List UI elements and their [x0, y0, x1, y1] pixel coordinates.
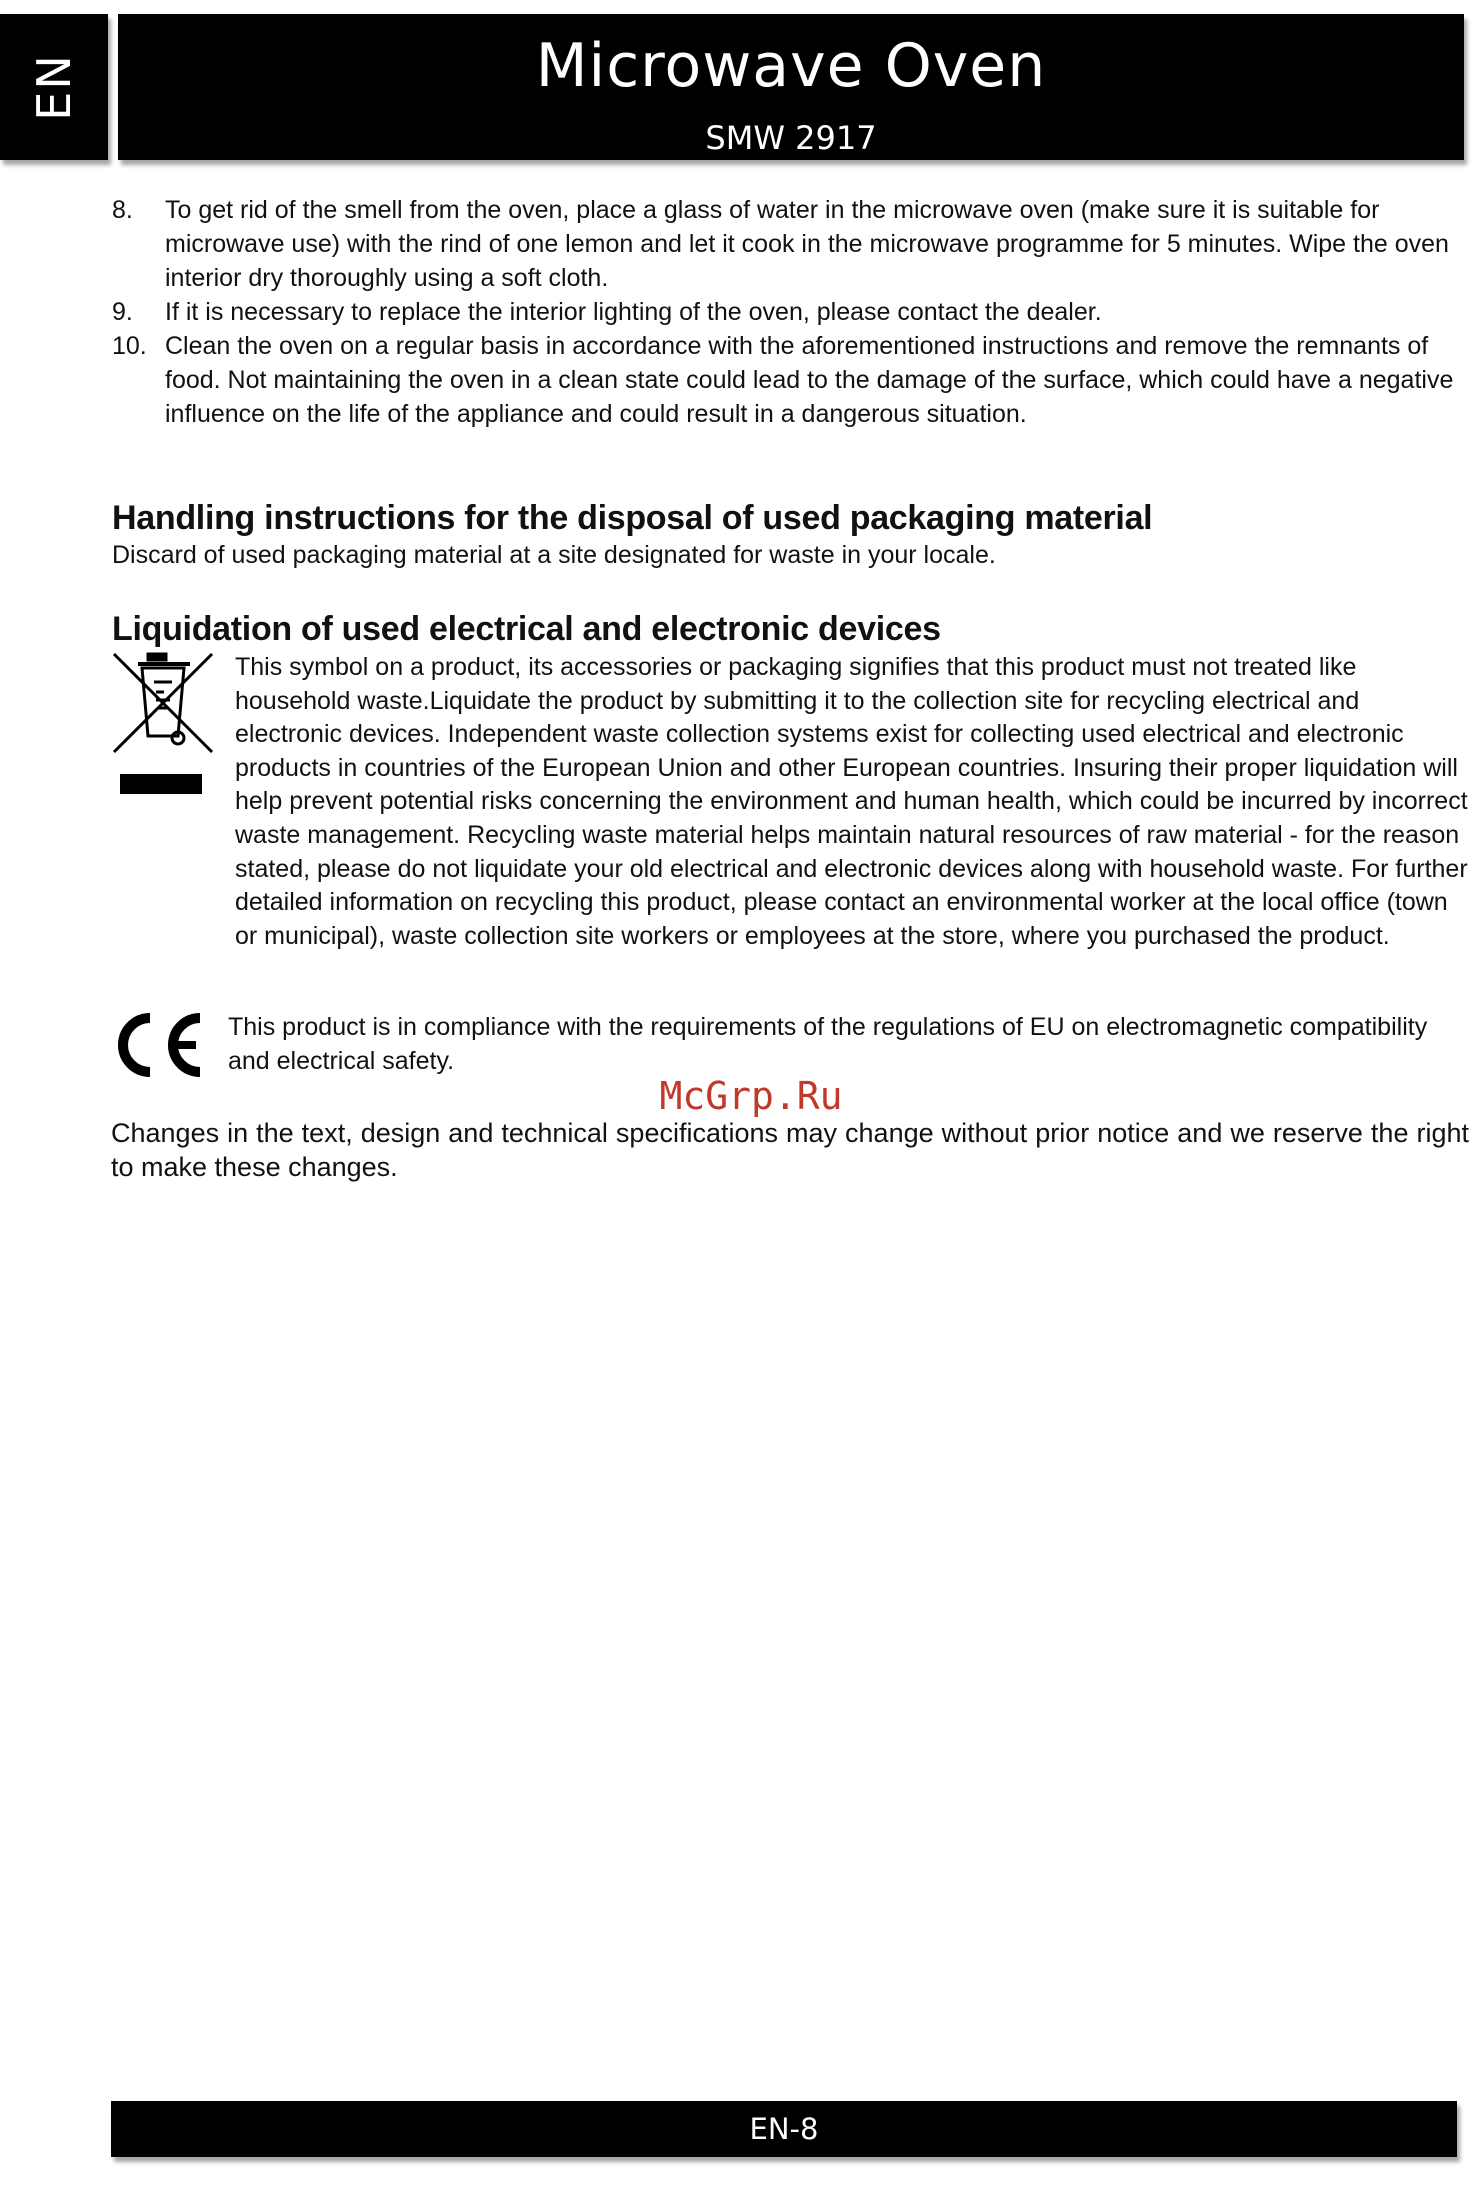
list-item-number: 10. [112, 332, 147, 360]
page-number: EN-8 [749, 2112, 819, 2146]
list-item-number: 9. [112, 298, 133, 326]
liquidation-section [112, 609, 1468, 649]
page-header [118, 14, 1464, 160]
list-item [112, 329, 1465, 431]
packaging-heading: Handling instructions for the disposal of used packaging material [112, 499, 1153, 537]
changes-notice: Changes in the text, design and technical specifications may change without prior notice and we reserve the right to make these changes. [111, 1118, 1469, 1182]
cleaning-instructions-list [112, 193, 1468, 431]
weee-crossed-bin-icon [112, 652, 214, 798]
list-item-text: If it is necessary to replace the interior lighting of the oven, please contact the dealer. [165, 298, 1102, 326]
model-number: SMW 2917 [705, 119, 877, 157]
watermark: McGrp.Ru [659, 1074, 843, 1118]
ce-mark-icon [112, 1010, 206, 1080]
packaging-text: Discard of used packaging material at a site designated for waste in your locale. [112, 541, 996, 569]
page-footer [111, 2101, 1457, 2157]
language-tab-label: EN [27, 53, 81, 121]
weee-text: This symbol on a product, its accessories or packaging signifies that this product must not treated like household waste.Liquidate the product by submitting it to the collection site for recycling electrical and electronic devices. Independent waste collection systems exist for collecting used electrical and electronic products in countries of the European Union and other European countries. Insuring their proper liquidation will help prevent potential risks concerning the environment and human health, which could be incurred by incorrect waste management. Recycling waste material helps maintain natural resources of raw material - for the reason stated, please do not liquidate your old electrical and electronic devices along with household waste. For further detailed information on recycling this product, please contact an environmental worker at the local office (town or municipal), waste collection site workers or employees at the store, where you purchased the product. [235, 653, 1468, 950]
list-item-text: Clean the oven on a regular basis in accordance with the aforementioned instructions and remove the remnants of food. Not maintaining the oven in a clean state could lead to the damage of the surface, which could have a negative influence on the life of the appliance and could result in a dangerous situation. [165, 332, 1454, 428]
packaging-section [112, 498, 1468, 572]
list-item [112, 295, 1465, 329]
ce-text: This product is in compliance with the requirements of the regulations of EU on electromagnetic compatibility and electrical safety. [228, 1013, 1428, 1075]
language-tab [0, 14, 108, 160]
liquidation-heading: Liquidation of used electrical and electronic devices [112, 610, 941, 648]
list-item-text: To get rid of the smell from the oven, place a glass of water in the microwave oven (make sure it is suitable for microwave use) with the rind of one lemon and let it cook in the microwave programme for 5 minutes. Wipe the oven interior dry thoroughly using a soft cloth. [165, 196, 1449, 292]
page-title: Microwave Oven [535, 31, 1047, 101]
list-item-number: 8. [112, 196, 133, 224]
list-item [112, 193, 1465, 295]
